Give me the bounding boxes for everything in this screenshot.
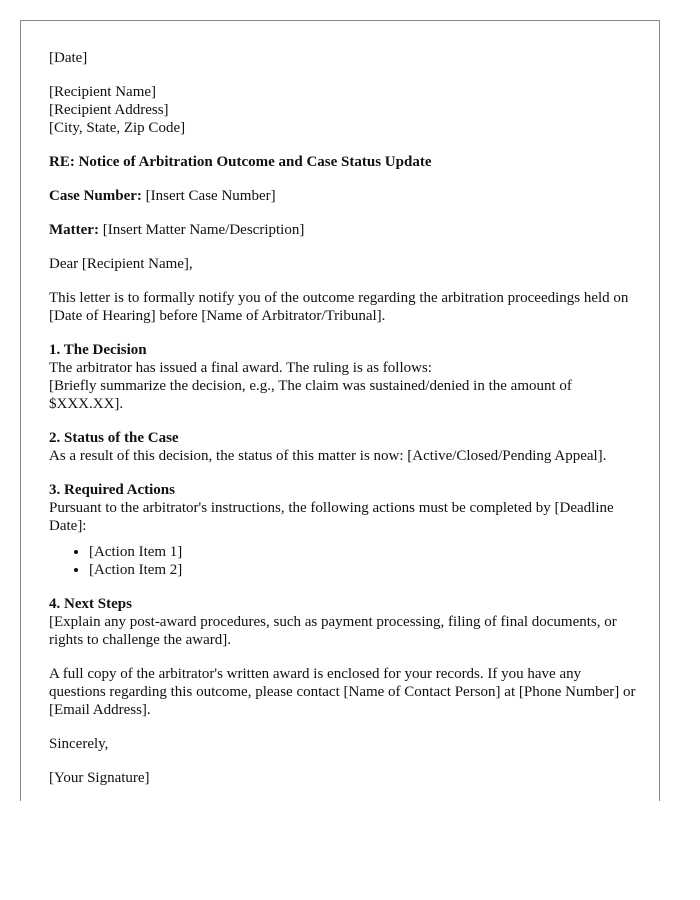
section-required-actions bbox=[49, 481, 639, 579]
salutation: Dear [Recipient Name], bbox=[49, 256, 193, 272]
matter-value: [Insert Matter Name/Description] bbox=[98, 222, 305, 238]
section-status bbox=[49, 429, 639, 465]
list-item: • [Action Item 1] bbox=[89, 543, 639, 561]
action-items-list bbox=[49, 543, 639, 579]
recipient-name: [Recipient Name] bbox=[49, 84, 157, 100]
matter-line bbox=[49, 221, 639, 239]
sign-off: Sincerely, bbox=[49, 736, 109, 752]
closing-paragraph: A full copy of the arbitrator's written award is enclosed for your records. If you have any questions regarding this outcome, please contact [Name of Contact Person] at [Phone Number] or [Email Address]. bbox=[49, 666, 636, 718]
recipient-city-state-zip: [City, State, Zip Code] bbox=[49, 120, 186, 136]
letter-date: [Date] bbox=[49, 50, 88, 66]
case-number-label: Case Number: bbox=[49, 188, 142, 204]
intro-paragraph: This letter is to formally notify you of the outcome regarding the arbitration proceedings held on [Date of Hearing] before [Name of Arbitrator/Tribunal]. bbox=[49, 290, 629, 324]
section-text: [Briefly summarize the decision, e.g., The claim was sustained/denied in the amount of $XXX.XX]. bbox=[49, 378, 572, 412]
section-decision bbox=[49, 341, 639, 413]
signature-line: [Your Signature] bbox=[49, 770, 150, 786]
section-text: The arbitrator has issued a final award. The ruling is as follows: bbox=[49, 360, 432, 376]
section-text: [Explain any post-award procedures, such as payment processing, filing of final documents, or rights to challenge the award]. bbox=[49, 614, 617, 648]
section-heading: 3. Required Actions bbox=[49, 482, 175, 498]
section-heading: 2. Status of the Case bbox=[49, 430, 179, 446]
recipient-block bbox=[49, 83, 639, 137]
letter-page bbox=[20, 20, 660, 801]
section-text: Pursuant to the arbitrator's instructions, the following actions must be completed by [Deadline Date]: bbox=[49, 500, 614, 534]
section-heading: 1. The Decision bbox=[49, 342, 147, 358]
case-number-line bbox=[49, 187, 639, 205]
section-heading: 4. Next Steps bbox=[49, 596, 132, 612]
matter-label: Matter: bbox=[49, 222, 99, 238]
case-number-value: [Insert Case Number] bbox=[141, 188, 276, 204]
re-line: RE: Notice of Arbitration Outcome and Case Status Update bbox=[49, 154, 432, 170]
recipient-address: [Recipient Address] bbox=[49, 102, 169, 118]
section-text: As a result of this decision, the status of this matter is now: [Active/Closed/Pending Appeal]. bbox=[49, 448, 607, 464]
list-item: • [Action Item 2] bbox=[89, 561, 639, 579]
letter-body bbox=[49, 49, 639, 787]
section-next-steps bbox=[49, 595, 639, 649]
